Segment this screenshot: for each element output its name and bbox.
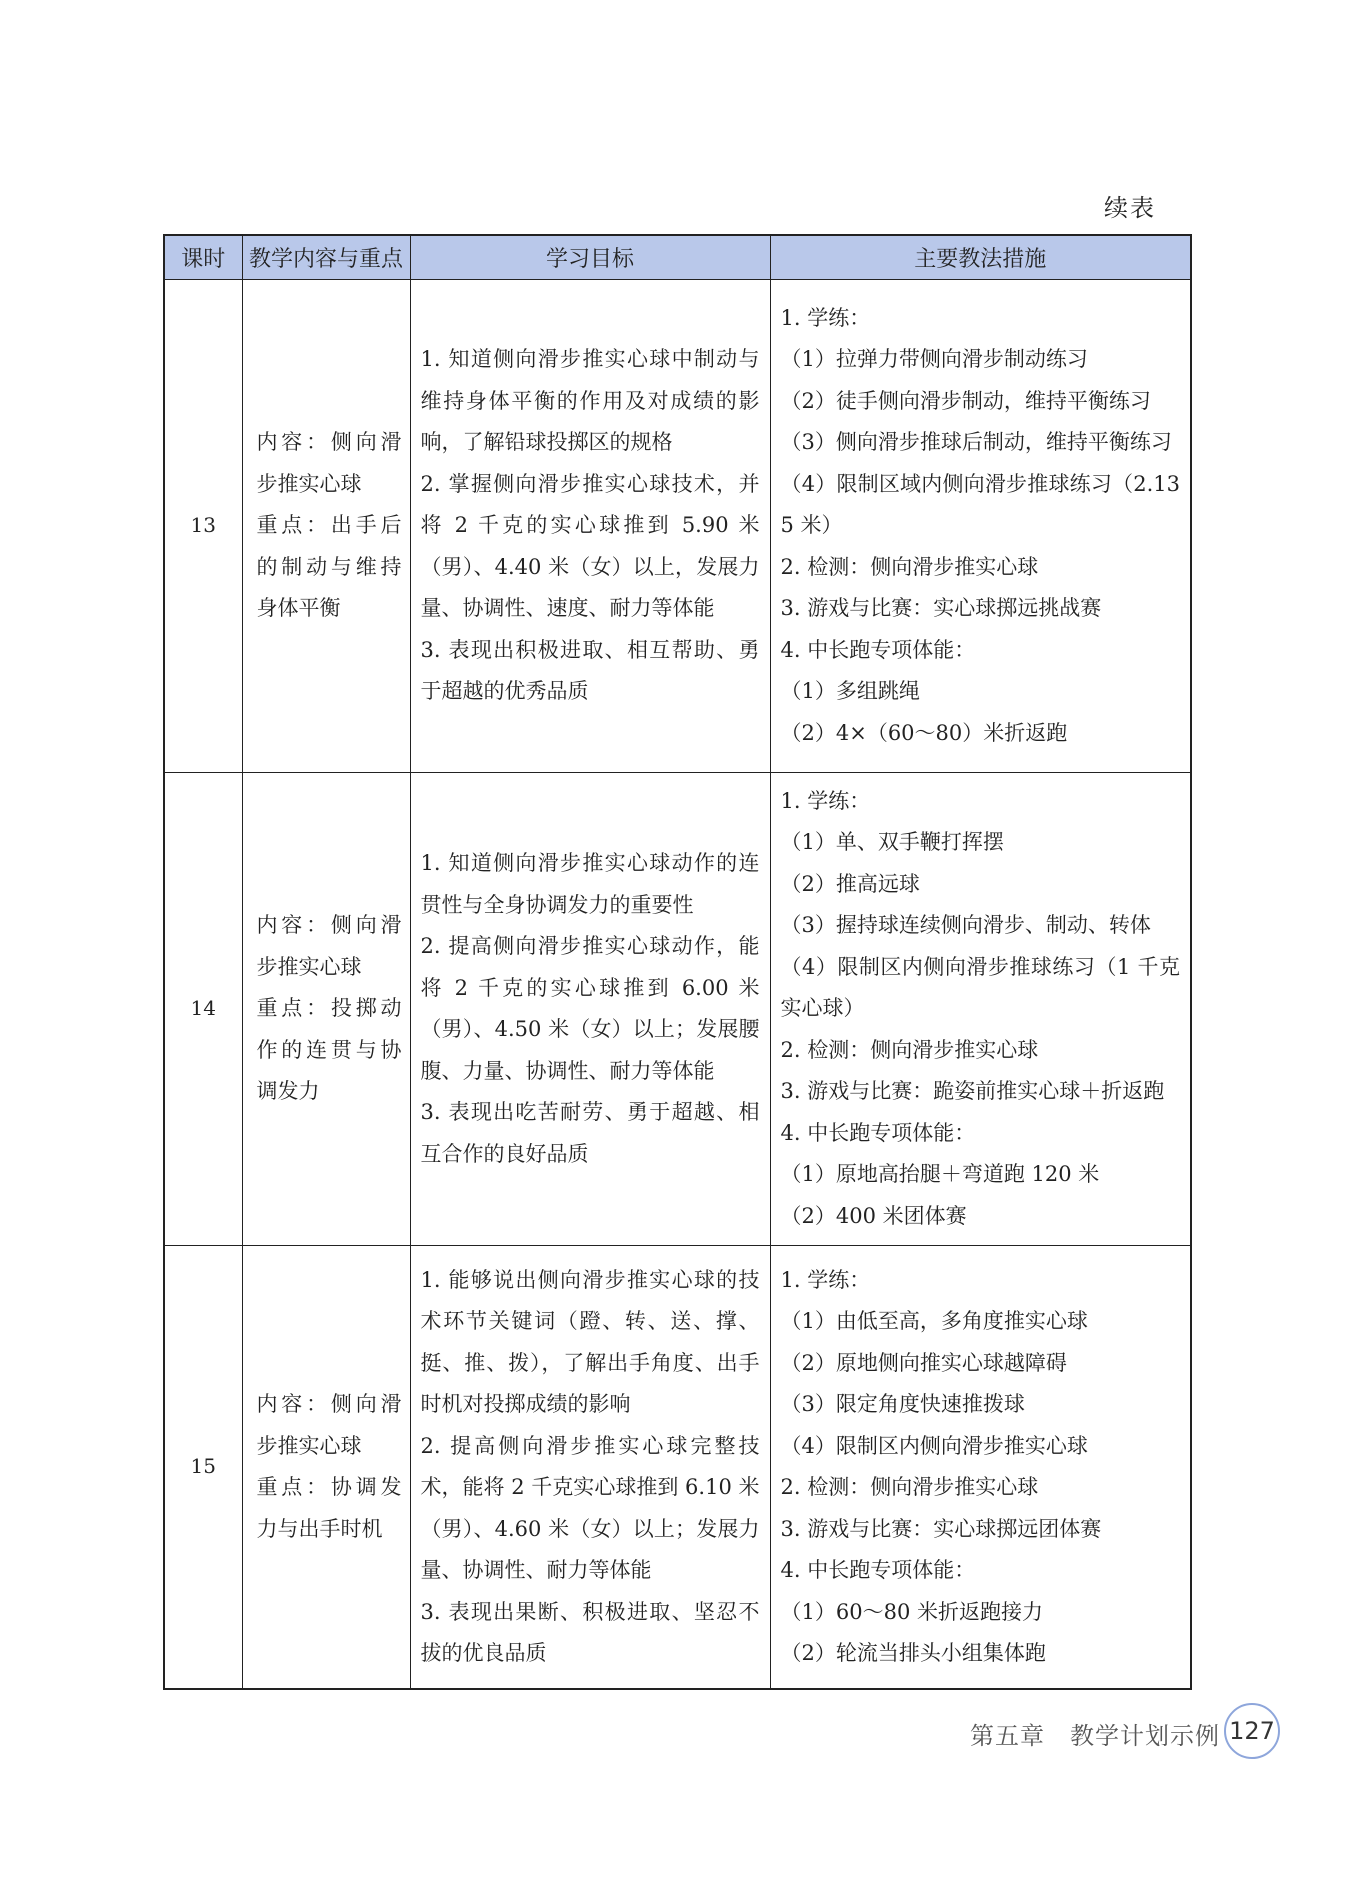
content-text: 内容：侧向滑步推实心球: [256, 430, 402, 496]
goals-cell: [410, 773, 770, 1246]
content-cell: [242, 773, 410, 1246]
method-item: 2. 检测：侧向滑步推实心球: [780, 1475, 1039, 1499]
method-item: （2）400 米团体赛: [780, 1203, 967, 1228]
continued-label: 续表: [1104, 194, 1156, 222]
period-cell: 15: [164, 1246, 242, 1690]
header-period: 课时: [164, 235, 242, 280]
table-row: [164, 773, 1191, 1246]
goal-item: 1. 知道侧向滑步推实心球动作的连贯性与全身协调发力的重要性: [420, 851, 760, 917]
method-item: 3. 游戏与比赛：实心球掷远团体赛: [780, 1516, 1102, 1541]
method-item: 3. 游戏与比赛：跪姿前推实心球＋折返跑: [780, 1079, 1165, 1104]
goal-item: 1. 能够说出侧向滑步推实心球的技术环节关键词（蹬、转、送、撑、挺、推、拨），了解出手角度、出手时机对投掷成绩的影响: [420, 1267, 760, 1416]
method-item: 1. 学练：: [780, 788, 871, 813]
methods-cell: [770, 773, 1191, 1246]
content-text: 内容：侧向滑步推实心球: [256, 913, 402, 979]
method-item: （1）60～80 米折返跑接力: [780, 1599, 1043, 1624]
goals-cell: [410, 280, 770, 773]
method-item: （4）限制区内侧向滑步推实心球: [780, 1433, 1088, 1458]
content-cell: [242, 1246, 410, 1690]
method-item: （3）限定角度快速推拨球: [780, 1392, 1025, 1416]
goal-item: 3. 表现出果断、积极进取、坚忍不拔的优良品质: [420, 1599, 760, 1665]
method-item: 2. 检测：侧向滑步推实心球: [780, 554, 1039, 579]
method-item: 4. 中长跑专项体能：: [780, 637, 976, 662]
lesson-plan-table: [163, 234, 1192, 1690]
content-text: 内容：侧向滑步推实心球: [256, 1392, 402, 1458]
table-row: [164, 280, 1191, 773]
header-content: 教学内容与重点: [242, 235, 410, 280]
page-number-badge: 127: [1224, 1703, 1280, 1759]
method-item: （1）由低至高，多角度推实心球: [780, 1309, 1088, 1333]
method-item: （4）限制区域内侧向滑步推球练习（2.135 米）: [780, 471, 1180, 538]
goal-item: 3. 表现出积极进取、相互帮助、勇于超越的优秀品质: [420, 637, 760, 704]
method-item: （1）拉弹力带侧向滑步制动练习: [780, 347, 1088, 372]
method-item: （3）侧向滑步推球后制动，维持平衡练习: [780, 430, 1172, 455]
goal-item: 2. 提高侧向滑步推实心球动作，能将 2 千克的实心球推到 6.00 米（男）、4.50 米（女）以上；发展腰腹、力量、协调性、耐力等体能: [420, 934, 760, 1083]
method-item: （1）原地高抬腿＋弯道跑 120 米: [780, 1162, 1100, 1187]
footer-chapter-title: 第五章 教学计划示例: [970, 1722, 1220, 1750]
header-methods: 主要教法措施: [770, 235, 1191, 280]
focus-text: 重点：出手后的制动与维持身体平衡: [256, 513, 402, 621]
method-item: 1. 学练：: [780, 305, 871, 330]
period-cell: 13: [164, 280, 242, 773]
method-item: 1. 学练：: [780, 1267, 871, 1292]
method-item: （3）握持球连续侧向滑步、制动、转体: [780, 913, 1151, 938]
method-item: （2）推高远球: [780, 871, 920, 896]
period-cell: 14: [164, 773, 242, 1246]
method-item: （4）限制区内侧向滑步推球练习（1 千克实心球）: [780, 954, 1180, 1021]
table-row: [164, 1246, 1191, 1690]
method-item: 4. 中长跑专项体能：: [780, 1558, 976, 1582]
method-item: （2）徒手侧向滑步制动，维持平衡练习: [780, 388, 1151, 413]
goal-item: 2. 提高侧向滑步推实心球完整技术，能将 2 千克实心球推到 6.10 米（男）、4.60 米（女）以上；发展力量、协调性、耐力等体能: [420, 1433, 760, 1582]
method-item: 3. 游戏与比赛：实心球掷远挑战赛: [780, 596, 1102, 621]
methods-cell: [770, 1246, 1191, 1690]
methods-cell: [770, 280, 1191, 773]
goal-item: 3. 表现出吃苦耐劳、勇于超越、相互合作的良好品质: [420, 1100, 760, 1166]
method-item: （1）单、双手鞭打挥摆: [780, 830, 1004, 855]
goal-item: 1. 知道侧向滑步推实心球中制动与维持身体平衡的作用及对成绩的影响，了解铅球投掷区的规格: [420, 347, 760, 455]
method-item: （2）4×（60～80）米折返跑: [780, 720, 1068, 745]
goals-cell: [410, 1246, 770, 1690]
goal-item: 2. 掌握侧向滑步推实心球技术，并将 2 千克的实心球推到 5.90 米（男）、4.40 米（女）以上，发展力量、协调性、速度、耐力等体能: [420, 471, 760, 621]
content-cell: [242, 280, 410, 773]
method-item: （1）多组跳绳: [780, 679, 920, 704]
method-item: 2. 检测：侧向滑步推实心球: [780, 1037, 1039, 1062]
method-item: （2）轮流当排头小组集体跑: [780, 1641, 1046, 1665]
table-header-row: [164, 235, 1191, 280]
focus-text: 重点：投掷动作的连贯与协调发力: [256, 996, 402, 1104]
header-goals: 学习目标: [410, 235, 770, 280]
method-item: （2）原地侧向推实心球越障碍: [780, 1350, 1067, 1375]
method-item: 4. 中长跑专项体能：: [780, 1120, 976, 1145]
focus-text: 重点：协调发力与出手时机: [256, 1475, 402, 1541]
